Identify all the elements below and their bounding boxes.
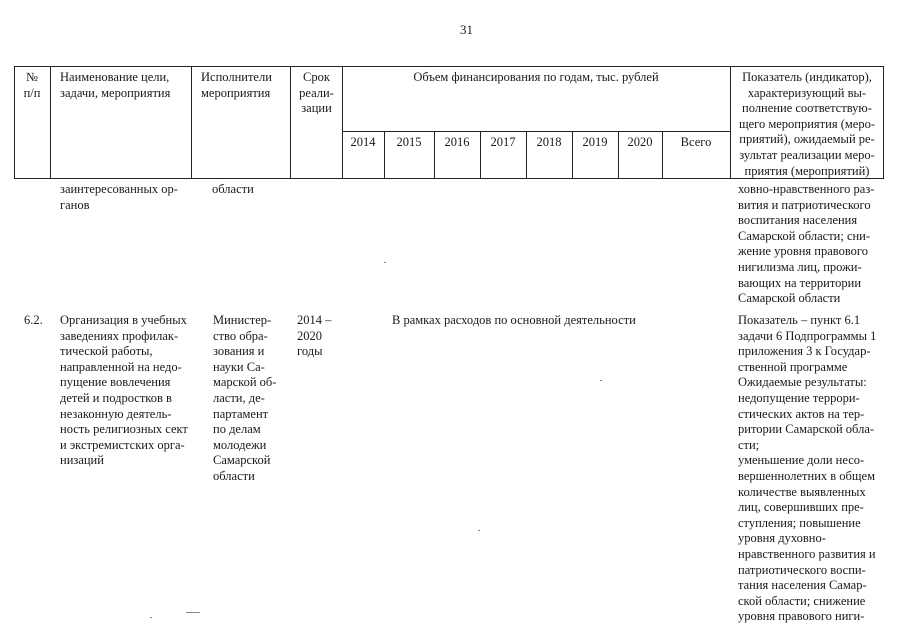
year-2017: 2017 bbox=[490, 135, 516, 149]
header-term: Срок реали- зации bbox=[299, 70, 334, 116]
row-6-2-executors: Министер- ство обра- зования и науки Са- марской об- ласти, де- партамент по делам молодежи Самарской области bbox=[213, 313, 277, 483]
header-num: № п/п bbox=[23, 70, 41, 100]
year-2019: 2019 bbox=[582, 135, 608, 149]
header-executors: Исполнители мероприятия bbox=[201, 70, 272, 100]
scan-speck bbox=[186, 612, 200, 613]
scan-speck bbox=[384, 262, 386, 263]
continued-name: заинтересованных ор- ганов bbox=[60, 182, 178, 212]
row-6-2-indicator: Показатель – пункт 6.1 задачи 6 Подпрограммы 1 приложения 3 к Государ- ственной программе Ожидаемые результаты: недопущение террори- стических актов на тер- ритории Самарской обла- сти; уменьшение доли несо- вершеннолетних в общем количестве выявленных лиц, совершивших пре- ступления; повышение уровня духовно- нравственного развития и патриотического воспи- тания населения Самар- ской области; снижение уровня правового ниги- bbox=[738, 313, 877, 624]
row-6-2-name: Организация в учебных заведениях профилак- тической работы, направленной на недо- пущение вовлечения детей и подростков в незаконную деятель- ность религиозных сект и экстремистских орга- низаций bbox=[60, 313, 188, 468]
continued-executors: области bbox=[212, 182, 254, 196]
year-2015: 2015 bbox=[396, 135, 422, 149]
scan-speck bbox=[150, 617, 152, 618]
header-funding: Объем финансирования по годам, тыс. рублей bbox=[413, 70, 659, 84]
header-name: Наименование цели, задачи, мероприятия bbox=[60, 70, 171, 100]
year-2020: 2020 bbox=[627, 135, 653, 149]
col-divider bbox=[191, 66, 192, 179]
year-2014: 2014 bbox=[350, 135, 376, 149]
scan-speck bbox=[478, 530, 480, 531]
funding-divider bbox=[342, 131, 730, 132]
scan-speck bbox=[600, 380, 602, 381]
header-indicator: Показатель (индикатор), характеризующий вы- полнение соответствую- щего мероприятия (меро- приятий), ожидаемый ре- зультат реализации меро- приятия (мероприятий) bbox=[738, 70, 875, 178]
year-2016: 2016 bbox=[444, 135, 470, 149]
row-6-2-funding: В рамках расходов по основной деятельности bbox=[392, 313, 636, 327]
continued-indicator: ховно-нравственного раз- вития и патриотического воспитания населения Самарской области; сни- жение уровня правового нигилизма лиц, прожи- вающих на территории Самарской области bbox=[738, 182, 875, 306]
page-number: 31 bbox=[460, 22, 473, 37]
col-divider bbox=[50, 66, 51, 179]
row-6-2-num: 6.2. bbox=[24, 313, 43, 327]
year-2018: 2018 bbox=[536, 135, 562, 149]
year-total: Всего bbox=[680, 135, 712, 149]
row-6-2-term: 2014 – 2020 годы bbox=[297, 313, 332, 359]
